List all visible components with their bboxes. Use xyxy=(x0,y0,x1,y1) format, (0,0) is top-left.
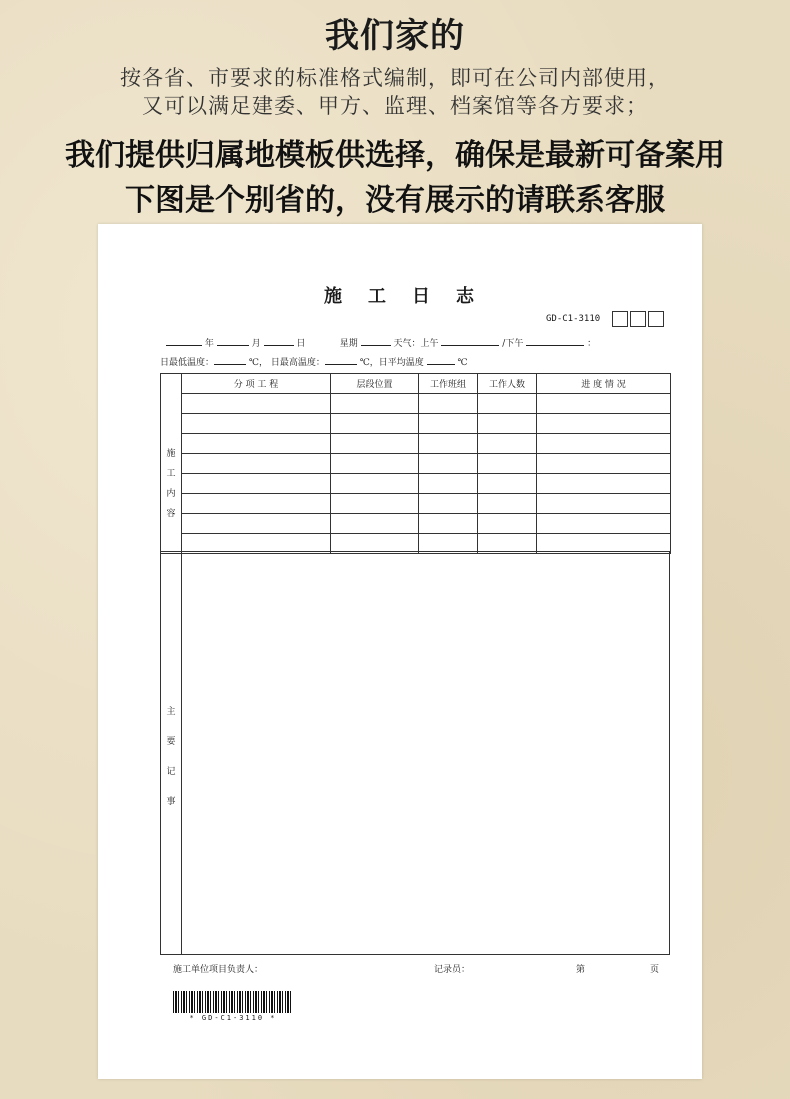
title-char: 日 xyxy=(412,286,432,307)
column-header: 进 度 情 况 xyxy=(537,374,671,394)
table-row xyxy=(161,514,671,534)
highlight-line-2: 下图是个别省的，没有展示的请联系客服 xyxy=(125,183,665,218)
highlight-line-1: 我们提供归属地模板供选择，确保是最新可备案用 xyxy=(65,138,725,173)
section-label-char: 事 xyxy=(166,797,176,807)
title-char: 施 xyxy=(324,286,344,307)
section-label-char: 要 xyxy=(166,737,176,747)
table-row xyxy=(161,434,671,454)
section-label-char: 记 xyxy=(166,767,176,777)
barcode xyxy=(173,991,293,1013)
section-label-content: 施 工 内 容 xyxy=(161,374,182,554)
column-header: 分 项 工 程 xyxy=(182,374,331,394)
construction-table xyxy=(160,373,671,554)
description-line-1: 按各省、市要求的标准格式编制，即可在公司内部使用， xyxy=(120,66,670,90)
title-char: 志 xyxy=(456,286,476,307)
main-notes-box xyxy=(160,551,670,955)
column-header: 工作人数 xyxy=(478,374,537,394)
code-box xyxy=(612,311,628,327)
date-row: 年 月 日 星期 天气：上午 /下午 ： xyxy=(166,336,596,349)
table-row xyxy=(161,454,671,474)
page-suffix: 页 xyxy=(650,965,660,975)
form-code: GD-C1-3110 xyxy=(546,314,601,324)
description-line-2: 又可以满足建委、甲方、监理、档案馆等各方要求； xyxy=(142,94,648,118)
table-row xyxy=(161,474,671,494)
code-box xyxy=(648,311,664,327)
section-label-char: 主 xyxy=(166,707,176,717)
title-char: 工 xyxy=(368,286,388,307)
column-header: 层段位置 xyxy=(331,374,419,394)
page-prefix: 第 xyxy=(576,965,586,975)
temperature-row: 日最低温度： ℃， 日最高温度： ℃，日平均温度 ℃ xyxy=(160,355,468,368)
recorder-label: 记录员： xyxy=(434,965,471,975)
table-header-row xyxy=(161,374,671,394)
column-header: 工作班组 xyxy=(419,374,478,394)
document-preview xyxy=(98,224,702,1079)
barcode-text: * GD-C1-3110 * xyxy=(189,1014,277,1022)
responsible-label: 施工单位项目负责人： xyxy=(173,965,264,975)
table-row xyxy=(161,414,671,434)
document-title xyxy=(98,282,702,308)
page-title: 我们家的 xyxy=(325,16,465,56)
code-box xyxy=(630,311,646,327)
table-row xyxy=(161,394,671,414)
table-row xyxy=(161,494,671,514)
